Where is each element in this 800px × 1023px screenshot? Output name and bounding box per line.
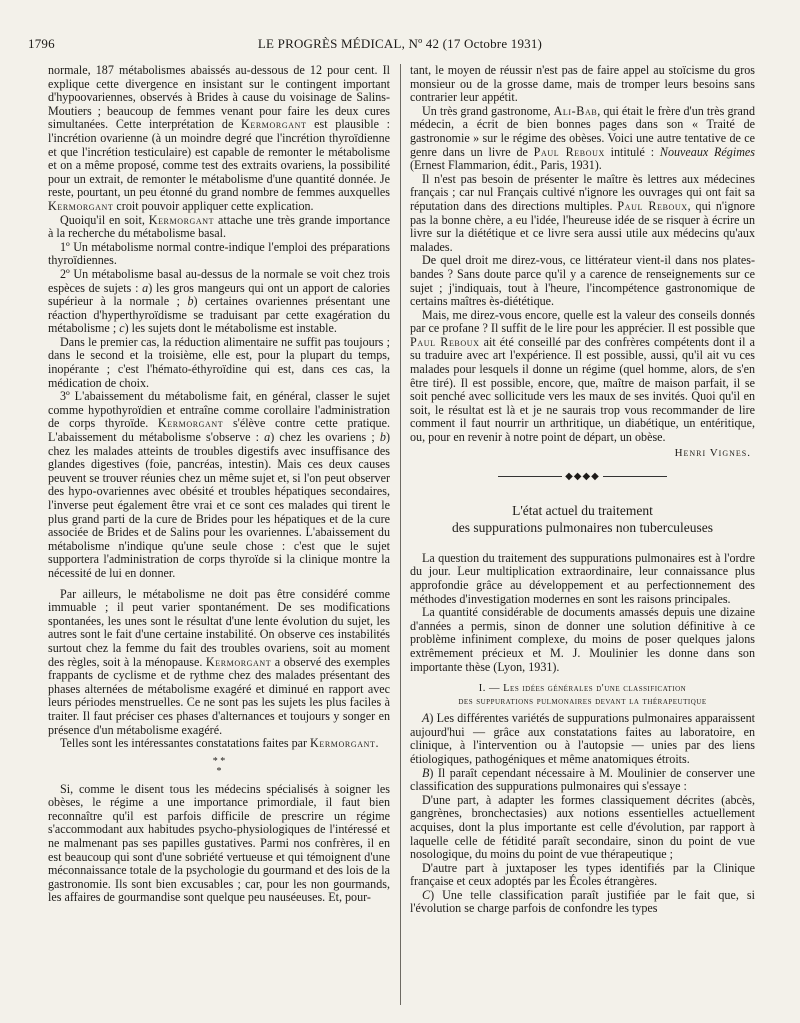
author-name: Paul Reboux [533,144,605,159]
page-header [28,36,772,54]
left-column [48,64,390,1011]
author-name: Kermorgant [205,654,272,669]
book-title: Nouveaux Régimes [659,144,755,159]
paragraph: B) Il paraît cependant nécessaire à M. Moulinier de conserver une classification des suppurations pulmonaires qui s'essaye : [410,765,755,794]
paragraph: tant, le moyen de réussir n'est pas de faire appel au stoïcisme du gros monsieur ou de la grosse dame, mais de tromper leurs besoins sans contrarier leur appétit. [410,64,755,105]
author-name: Paul Reboux [617,198,688,213]
paragraph: Si, comme le disent tous les médecins spécialisés à soigner les obèses, le régime a une importance primordiale, il faut bien reconnaître qu'il est parfois difficile de prescrire un régime s'accommodant aux habitudes psycho-physiologiques de l'intéressé et ne malmenant pas ses papilles gustatives. Parmi nos confrères, il en est beaucoup qui sont d'une sobriété vertueuse et qui témoignent d'une méconnaissance totale de la psychologie du gourmand et des lois de la gastronomie. Ils sont bien excusables ; car, pour les non gourmands, les affaires de gourmandise sont quelque peu nauséeuses. Et, pour- [48,781,390,905]
author-name: Kermorgant [241,117,307,132]
paragraph: A) Les différentes variétés de suppurations pulmonaires apparaissent aujourd'hui — grâce aux constatations faites au laboratoire, en clinique, à l'intervention ou à l'autopsie — unies par des liens étiologiques, pathogéniques et même anatomiques étroits. [410,711,755,766]
author-name: Kermorgant. [310,736,380,751]
paragraph: Mais, me direz-vous encore, quelle est la valeur des conseils donnés par ce profane ? Il suffit de le lire pour les apprécier. Il est possible que Paul Reboux ait été conseillé par des confrères compétents dont il a su traduire avec art l'expérience. Il est possible, aussi, qu'il ait vu ces malades pour lesquels il donne un régime (quel homme, alors, de s'en être tiré). Il est possible, encore, que, maître de maison parfait, il se soit penché avec sollicitude vers les maux de ses invités. Quoi qu'il en soit, le résultat est là et je ne saurais trop vous recommander de lire comment il faut nourrir un arthritique, un diabétique, un entéritique, ou, pour en revenir à notre point de départ, un obèse. [410,307,755,445]
paragraph: Un très grand gastronome, Ali-Bab, qui était le frère d'un très grand médecin, a écrit de bien bonnes pages dans son « Traité de gastronomie » sur le régime des obèses. Voici une autre tentative de ce genre dans un livre de Paul Reboux intitulé : Nouveaux Régimes (Ernest Flammarion, édit., Paris, 1931). [410,103,755,173]
author-name: Ali-Bab [553,103,598,118]
section-stars: * * * [212,755,226,777]
paragraph: Quoiqu'il en soit, Kermorgant attache une très grande importance à la recherche du métabolisme basal. [48,212,390,241]
paragraph: D'autre part à juxtaposer les types identifiés par la Clinique française et ceux adoptés par les Écoles étrangères. [410,860,755,889]
column-divider [400,64,401,1005]
right-column [410,64,755,1011]
paragraph: 3º L'abaissement du métabolisme fait, en général, classer le sujet comme hypothyroïdien et entraîne comme corollaire l'administration de corps thyroïde. Kermorgant s'élève contre cette pratique. L'abaissement du métabolisme s'observe : a) chez les ovariens ; b) chez les malades atteints de troubles digestifs avec insuffisance des glandes digestives (foie, pancréas, intestin). Mais ces deux causes peuvent se trouver réunies chez un même sujet et, si l'on peut observer des hypo-ovariennes avec obésité et troubles hépatiques secondaires, l'inverse peut également être vrai et ce sont ces malades qui tirent le plus grand parti de la cure de Brides pour les hépatiques et de la cure associée de Brides et de Salins pour les ovariennes. L'abaissement du métabolisme n'indique qu'une seule chose : c'est que le sujet supportera l'administration de corps thyroïde si la clinique montre la nécessité de lui en donner. [48,389,390,580]
article-title: L'état actuel du traitement des suppurations pulmonaires non tuberculeuses [452,502,713,535]
article-separator: ◆◆◆◆ [410,470,755,484]
author-name: Kermorgant [48,198,114,213]
paragraph: Telles sont les intéressantes constatations faites par Kermorgant. [60,736,380,751]
paragraph: 1º Un métabolisme normal contre-indique l'emploi des préparations thyroïdiennes. [48,239,390,268]
signature: Henri Vignes. [674,446,751,459]
author-name: Paul Reboux [410,334,480,349]
paragraph: C) Une telle classification paraît justifiée par le fait que, si l'évolution se charge parfois de confondre les types [410,887,755,916]
paragraph: Dans le premier cas, la réduction alimentaire ne suffit pas toujours ; dans le second et la troisième, elle est, pour la plupart du temps, inopérante ; c'est l'hémato-éthyroïdine qui est, dans ces cas, la médication de choix. [48,334,390,390]
section-heading: I. — Les idées générales d'une classification des suppurations pulmonaires devant la thérapeutique [458,683,707,708]
author-name: Kermorgant [157,416,224,431]
paragraph: 2º Un métabolisme basal au-dessus de la normale se voit chez trois espèces de sujets : a) les gros mangeurs qui ont un apport de calories supérieur à la normale ; b) certaines ovariennes présentant une réaction d'hyperthyroïdisme se traduisant par cette exagération du métabolisme ; c) les sujets dont le métabolisme est instable. [48,266,390,336]
paragraph: De quel droit me direz-vous, ce littérateur vient-il dans nos plates-bandes ? Sans doute parce qu'il y a carence de renseignements sur ce sujet ; j'indiquais, tout à l'heure, l'incompétence gastronomique de certains maîtres ès-diététique. [410,253,755,309]
author-name: Kermorgant [148,212,215,227]
paragraph: normale, 187 métabolismes abaissés au-dessous de 12 pour cent. Il explique cette divergence en insistant sur le contingent important d'hypoovariennes, observés à Brides à cause du voisinage de Salins-Moutiers ; beaucoup de femmes venant pour faire les deux cures simultanées. Cette interprétation de Kermorgant est plausible : l'incrétion ovarienne (à un moindre degré que l'incrétion thyroïdienne et que l'incrétion testiculaire) est capable de remonter le métabolisme et on a même proposé, comme test des extraits ovariens, la possibilité pour un extrait, de remonter le métabolisme d'une quantité donnée. Je reste, pourtant, un peu étonné du grand nombre de femmes auxquelles Kermorgant croit pouvoir appliquer cette explication. [48,64,390,213]
paragraph: D'une part, à adapter les formes classiquement décrites (abcès, gangrènes, bronchectasies) aux notions essentielles actuellement acquises, dont la plus importante est celle d'évolution, par rapport à laquelle celle de fétidité paraît secondaire, sinon du point de vue nosologique, du moins du point de vue thérapeutique ; [410,792,755,862]
paragraph: La question du traitement des suppurations pulmonaires est à l'ordre du jour. Leur multiplication extraordinaire, leur connaissance plus approfondie grâce au développement et au perfectionnement des méthodes d'investigation modernes en sont les raisons principales. [410,550,755,606]
journal-title: LE PROGRÈS MÉDICAL, Nº 42 (17 Octobre 1931) [257,36,543,51]
page-number: 1796 [28,36,55,51]
paragraph: La quantité considérable de documents amassés depuis une dizaine d'années a permis, sinon de donner une solution définitive à ce problème infiniment complexe, du moins de poser quelques jalons extrêmement précieux et M. J. Moulinier les donne dans son importante thèse (Lyon, 1931). [410,605,755,674]
paragraph: Il n'est pas besoin de présenter le maître ès lettres aux médecines français ; car nul Français cultivé n'ignore les ouvrages qui ont fait sa réputation dans des directions multiples. Paul Reboux, qui n'ignore pas la bonne chère, a eu l'idée, l'heureuse idée de se risquer à écrire un livre sur la diététique et ce livre sera aussi utile aux médecins qu'aux malades. [410,171,755,254]
paragraph: Par ailleurs, le métabolisme ne doit pas être considéré comme immuable ; il peut varier spontanément. De ses modifications spontanées, les unes sont le résultat d'une lente évolution du sujet, les autres sont le fait d'une certaine instabilité. On observe ces instabilités surtout chez la femme du fait des troubles ovariens, soit au moment des règles, soit à la ménopause. Kermorgant a observé des exemples frappants de cyclisme et de rythme chez des malades présentant des phases alternées de métabolisme exagéré et diminué en rapport avec leurs périodes menstruelles. Ce ne sont pas les sujets les plus faciles à traiter. Il faut préciser ces phases d'alternances et toujours y songer en présence d'un métabolisme exagéré. [48,586,390,737]
